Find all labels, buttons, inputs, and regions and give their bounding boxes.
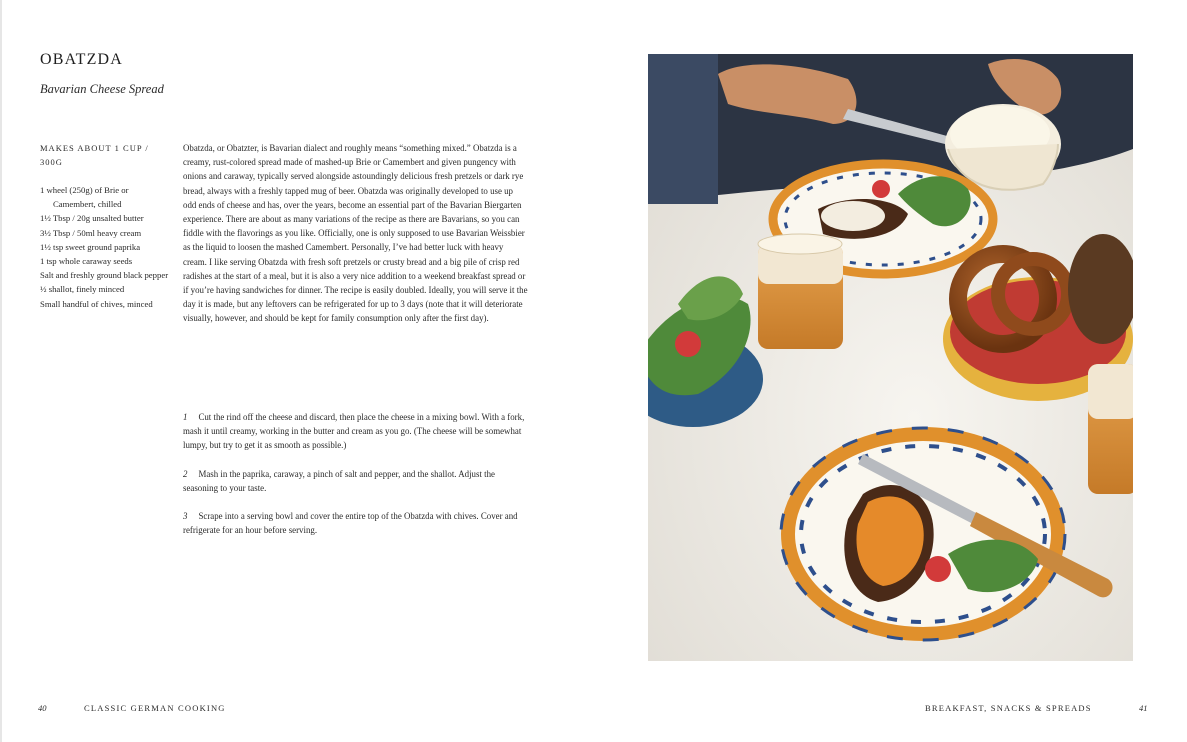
footer-right-running-head: BREAKFAST, SNACKS & SPREADS	[925, 703, 1092, 713]
ingredient-item: Small handful of chives, minced	[40, 298, 153, 309]
book-spine-edge	[0, 0, 2, 742]
step-text: Cut the rind off the cheese and discard, then place the cheese in a mixing bowl. With a fork, mash it until creamy, working in the butter and cream as you go. (The cheese will be somewhat lumpy, but try to get it as smooth as possible.)	[183, 412, 525, 451]
recipe-subtitle: Bavarian Cheese Spread	[40, 82, 164, 96]
step-number: 3	[183, 511, 188, 522]
ingredient-item: 3½ Tbsp / 50ml heavy cream	[40, 227, 142, 238]
ingredient-list	[40, 183, 170, 311]
ingredient-item: 1½ Tbsp / 20g unsalted butter	[40, 213, 144, 224]
footer-right-page-number: 41	[1139, 703, 1148, 713]
method-step	[183, 467, 528, 495]
step-number: 1	[183, 412, 188, 422]
ingredient-item: Salt and freshly ground black pepper	[40, 270, 169, 281]
ingredient-item: 1 wheel (250g) of Brie or Camembert, chilled	[40, 185, 129, 210]
step-number: 2	[183, 468, 188, 479]
footer-left-running-head: CLASSIC GERMAN COOKING	[84, 703, 226, 713]
method-step	[183, 410, 528, 453]
footer-left-page-number: 40	[38, 703, 47, 713]
recipe-title: OBATZDA	[40, 51, 124, 68]
step-text: Scrape into a serving bowl and cover the entire top of the Obatzda with chives. Cover and refrigerate for an hour before serving.	[183, 511, 518, 536]
recipe-yield: MAKES ABOUT 1 CUP / 300G	[40, 143, 149, 167]
step-text: Mash in the paprika, caraway, a pinch of salt and pepper, and the shallot. Adjust the seasoning to your taste.	[183, 468, 495, 493]
recipe-intro: Obatzda, or Obatzter, is Bavarian dialect and roughly means “something mixed.” Obatzda is a creamy, rust-colored spread made of mashed-up Brie or Camembert and given pungency with onions and caraway, typically served alongside astoundingly delicious fresh pretzels or dark rye bread, always with a freshly tapped mug of beer. Obatzda was originally developed to use up odd ends of cheese and has, over the years, become an essential part of the Bavarian Biergarten experience. There are about as many variations of the recipe as there are Bavarians, so you can fiddle with the flavorings as you like. Officially, one is only supposed to use Bavarian Weissbier as the liquid to loosen the mashed Camembert. Personally, I’ve had better luck with heavy cream. I like serving Obatzda with fresh soft pretzels or crusty bread and a big pile of crisp red radishes at the start of a meal, but it is also a very nice addition to a weekend breakfast spread or if you’re having sandwiches for dinner. The recipe is easily doubled. Ideally, you will serve it the day it is made, but any leftovers can be refrigerated for up to 3 days (note that it will deteriorate visually, however, and should be kept for family consumption only after the first day).	[183, 143, 528, 324]
method-steps	[183, 410, 528, 551]
ingredient-item: ½ shallot, finely minced	[40, 284, 125, 295]
ingredient-item: 1½ tsp sweet ground paprika	[40, 241, 141, 252]
food-photo	[648, 54, 1133, 661]
method-step	[183, 509, 528, 537]
ingredient-item: 1 tsp whole caraway seeds	[40, 256, 133, 267]
